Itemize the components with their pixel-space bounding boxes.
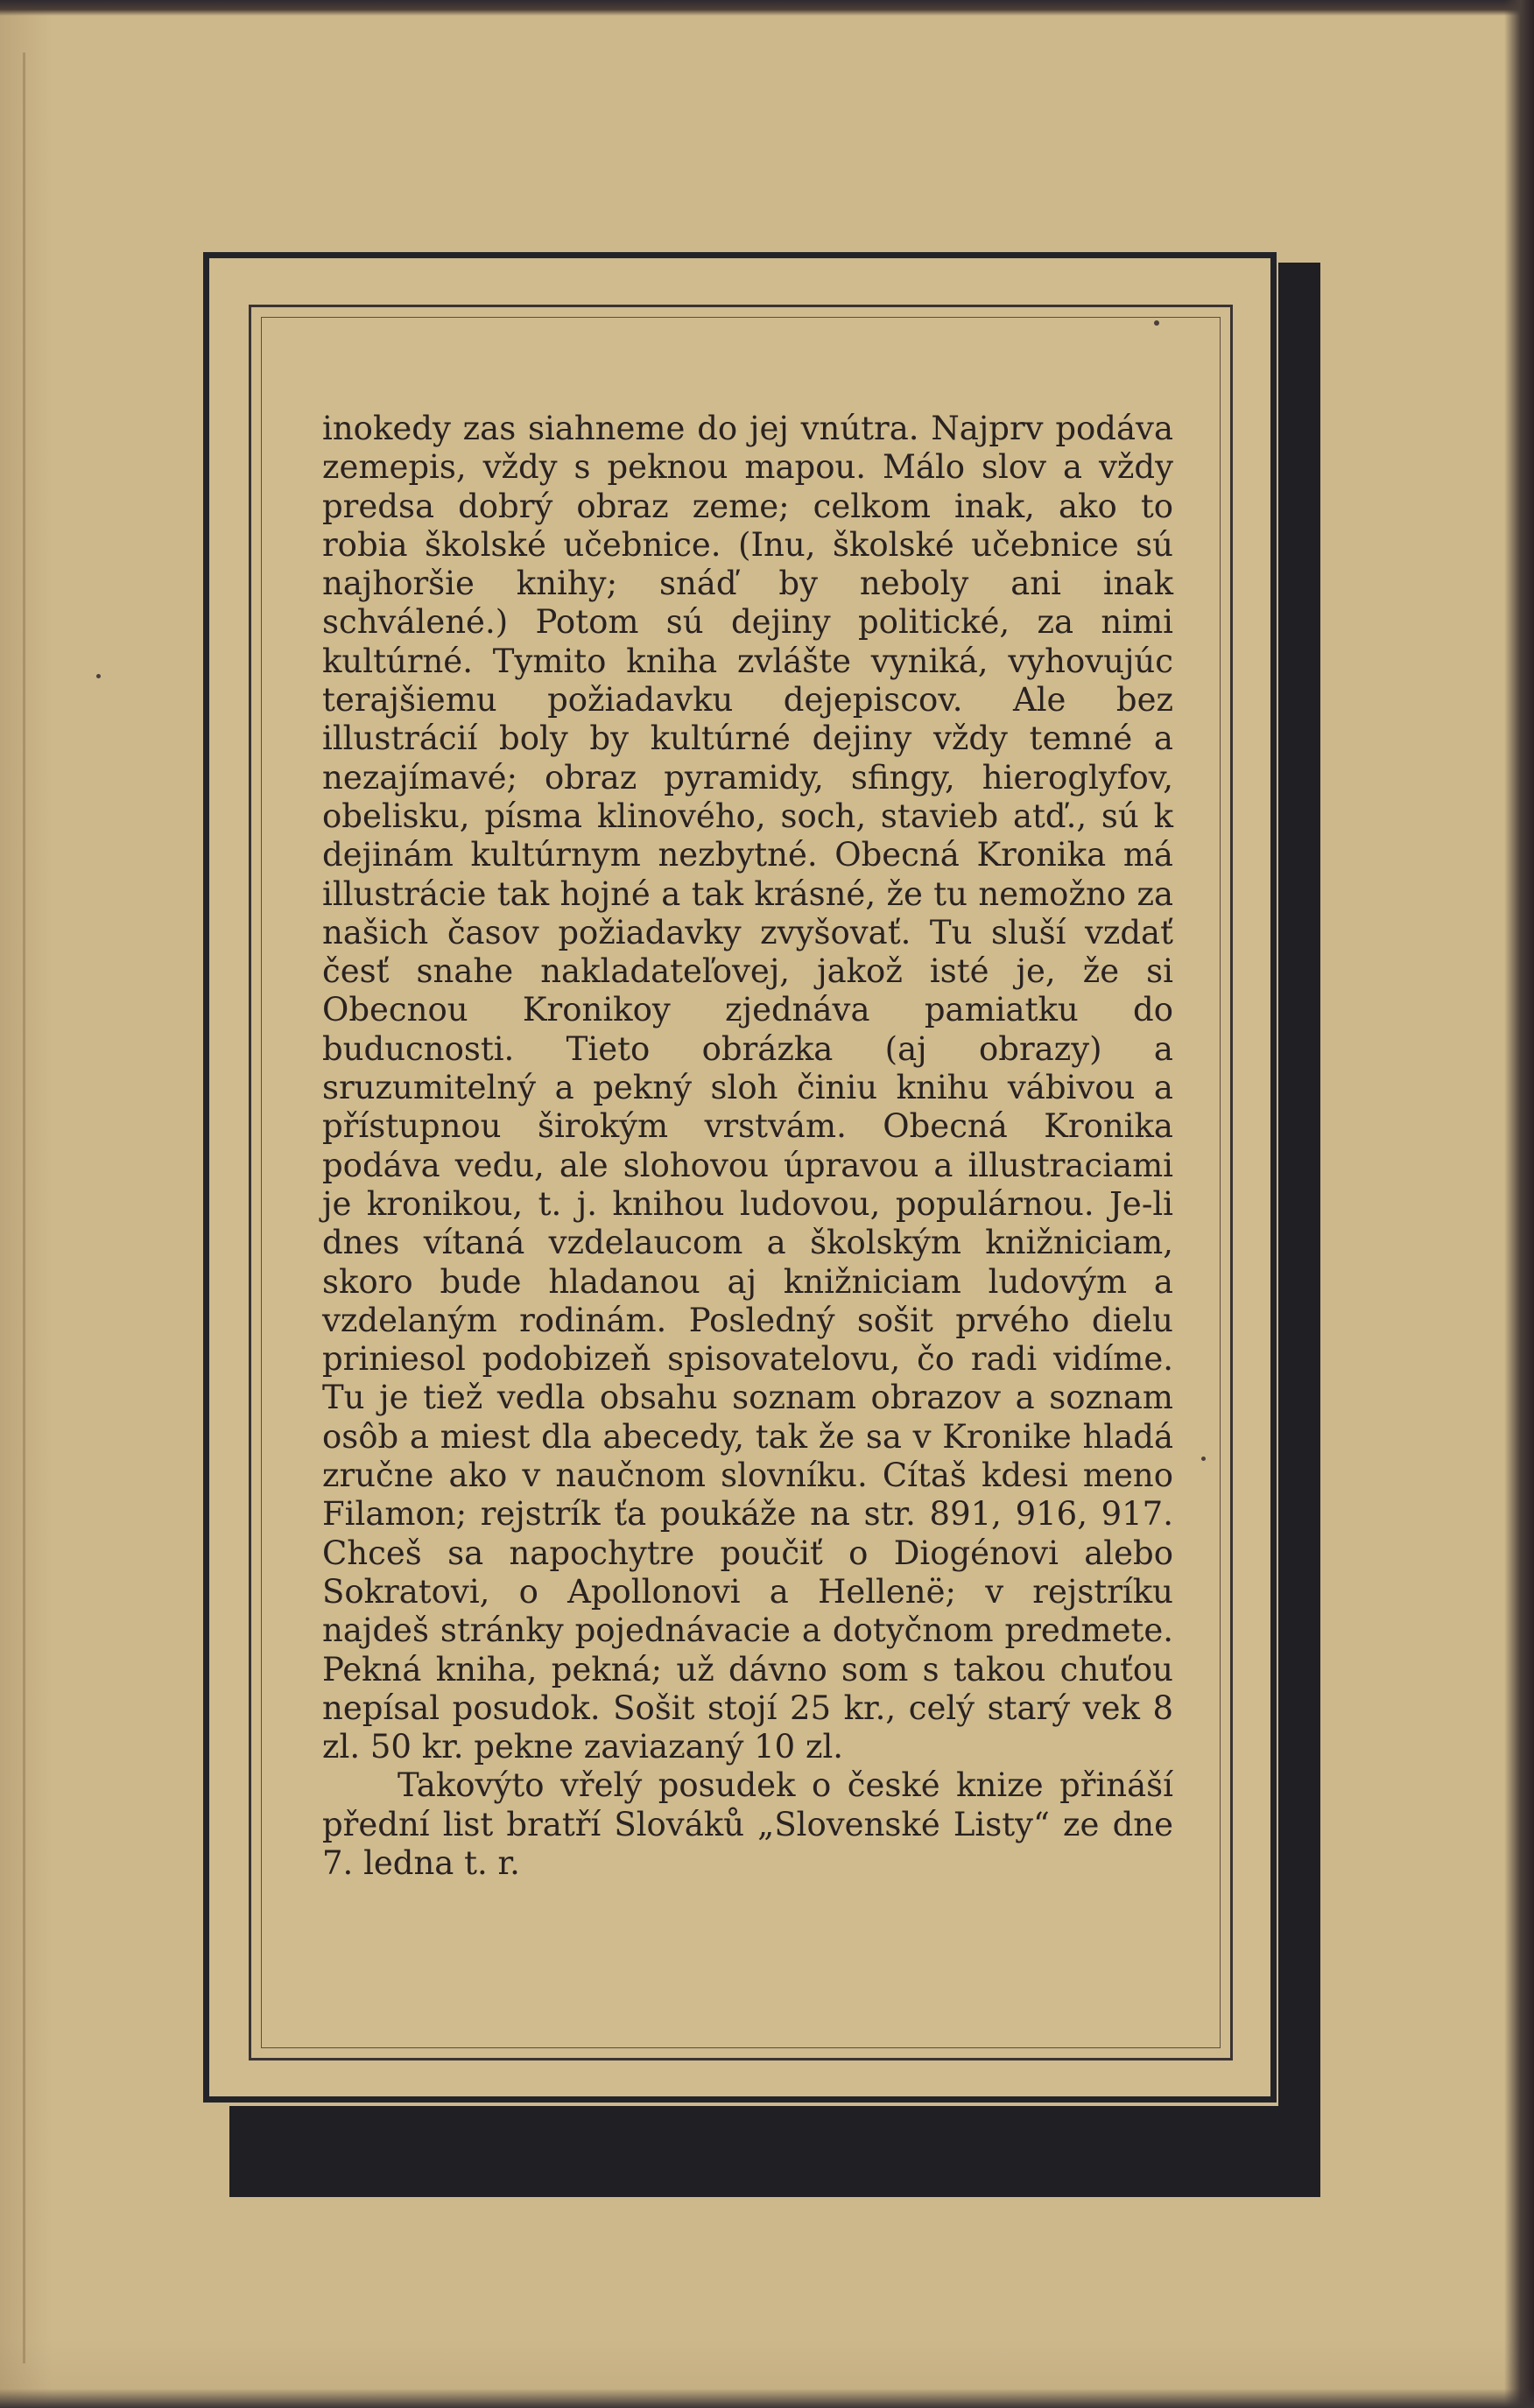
page-top-edge [0,0,1534,16]
review-text [322,410,1173,1883]
paragraph-main: inokedy zas siahneme do jej vnútra. Najprv podáva zemepis, vždy s peknou mapou. Málo slov a vždy predsa dobrý obraz zeme; celkom inak, ako to robia školské učebnice. (Inu, školské učebnice sú najhoršie knihy; snáď by neboly ani inak schválené.) Potom sú dejiny politické, za nimi kultúrné. Tymito kniha zvlášte vyniká, vyhovujúc terajšiemu požiadavku dejepiscov. Ale bez illustrácií boly by kultúrné dejiny vždy temné a nezajímavé; obraz pyramidy, sfingy, hieroglyfov, obelisku, písma klinového, soch, stavieb atď., sú k dejinám kultúrnym nezbytné. Obecná Kronika má illustrácie tak hojné a tak krásné, že tu nemožno za našich časov požiadavky zvyšovať. Tu sluší vzdať česť snahe nakladateľovej, jakož isté je, že si Obecnou Kronikoy zjednáva pamiatku do buducnosti. Tieto obrázka (aj obrazy) a sruzumitelný a pekný sloh činiu knihu vábivou a přístupnou širokým vrstvám. Obecná Kronika podáva vedu, ale slohovou úpravou a illustraciami je kronikou, t. j. knihou ludovou, populárnou. Je-li dnes vítaná vzdelaucom a školským knižniciam, skoro bude hladanou aj knižniciam ludovým a vzdelaným rodinám. Posledný sošit prvého dielu priniesol podobizeň spisovatelovu, čo radi vidíme. Tu je tiež vedla obsahu soznam obrazov a soznam osôb a miest dla abecedy, tak že sa v Kronike hladá zručne ako v naučnom slovníku. Cítaš kdesi meno Filamon; rejstrík ťa poukáže na str. 891, 916, 917. Chceš sa napochytre poučiť o Diogénovi alebo Sokratovi, o Apollonovi a Hellenë; v rejstríku najdeš stránky pojednávacie a dotyčnom predmete. Pekná kniha, pekná; už dávno som s takou chuťou nepísal posudok. Sošit stojí 25 kr., celý starý vek 8 zl. 50 kr. pekne zaviazaný 10 zl. [322,410,1173,1766]
frame-shadow-right [1278,263,1320,2197]
ink-speck [1154,320,1159,326]
ink-speck [96,674,101,678]
ink-speck [1201,1457,1206,1461]
page-bottom-edge [0,2389,1534,2408]
frame-shadow-bottom [229,2106,1320,2197]
paragraph-closing: Takovýto vřelý posudek o české knize přináší přední list bratří Slováků „Slovenské Listy“ ze dne 7. ledna t. r. [322,1766,1173,1882]
page-right-edge [1504,0,1534,2408]
page-fold-line [23,53,25,2363]
